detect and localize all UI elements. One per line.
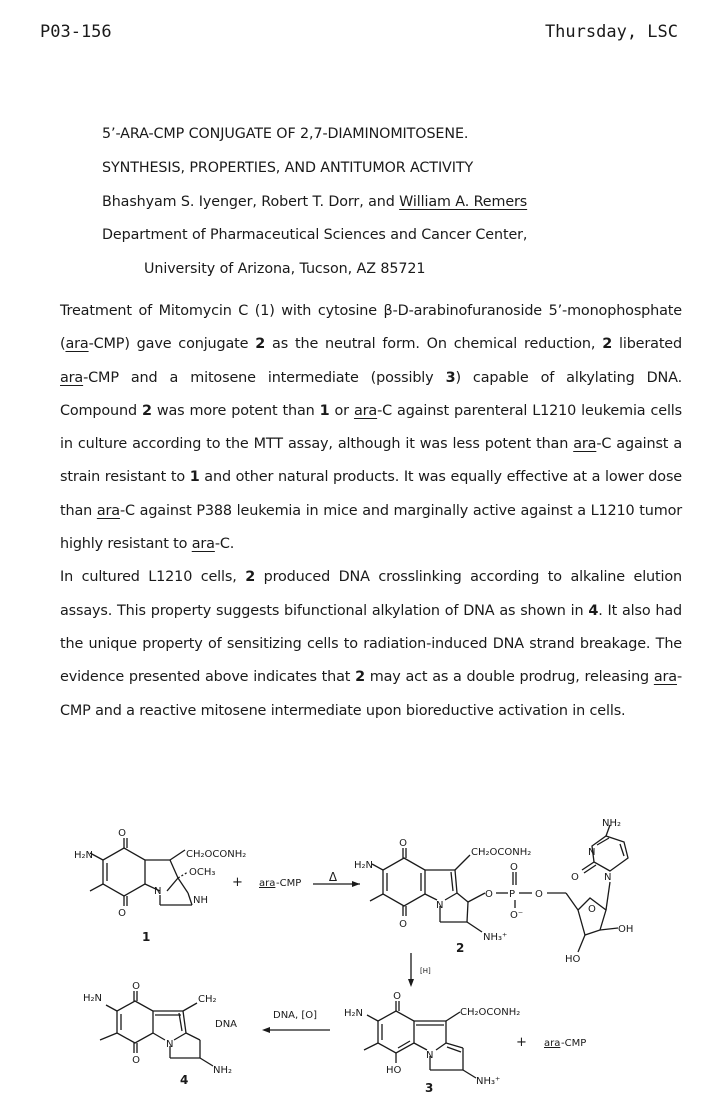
c2-p-ominus: O⁻ (510, 910, 524, 921)
affiliation-department: Department of Pharmaceutical Sciences and Cancer Center, (102, 227, 528, 244)
abstract-text-run: . It also had the unique property of sensitizing cells to radiation-induced DNA strand breakage. The evidence presented above indicates that (60, 602, 682, 686)
abstract-paragraph-1 (60, 295, 682, 561)
c2-o-link2: O (535, 889, 543, 900)
abstract-text-run: -C against parenteral L1210 leukemia cells in culture according to the MTT assay, although it was less potent than (60, 402, 682, 453)
title-line-1: 5’-ARA-CMP CONJUGATE OF 2,7-DIAMINOMITOSENE. (102, 126, 469, 142)
c2-h2n: H₂N (354, 860, 374, 871)
abstract-paragraph-2 (60, 561, 682, 727)
c3-o-top: O (393, 991, 401, 1002)
plus-sign-1: + (232, 875, 243, 890)
sugar-ho: HO (565, 954, 581, 965)
compound-ref: 3 (445, 369, 456, 386)
c2-nh3plus: NH₃⁺ (483, 932, 508, 943)
reagent-ara-2: ara (544, 1038, 561, 1049)
c2-ch2oconh2: CH₂OCONH₂ (471, 847, 532, 858)
cytosine-o: O (571, 872, 579, 883)
abstract-text-run: -C. (214, 536, 235, 553)
plus-sign-2: + (516, 1035, 527, 1050)
c1-h2n: H₂N (74, 850, 94, 861)
compound-3-label: 3 (425, 1081, 434, 1095)
c3-ho: HO (386, 1065, 402, 1076)
abstract-text-run: as the neutral form. On chemical reduction, (265, 336, 603, 353)
c2-p-o: O (510, 862, 518, 873)
title-block (102, 118, 527, 287)
compound-4-structure (100, 991, 213, 1066)
authors (102, 186, 527, 220)
abstract-text-run: -CMP) gave conjugate (88, 336, 256, 353)
c1-n: N (154, 886, 162, 897)
presenting-author: William A. Remers (399, 193, 528, 210)
c1-och3: OCH₃ (189, 867, 216, 878)
compound-4-label: 4 (180, 1073, 189, 1087)
oxidation-arrowhead (262, 1027, 270, 1033)
compound-ref: 2 (602, 336, 613, 353)
poster-id: P03-156 (40, 22, 112, 42)
oxidation-label: DNA, [O] (273, 1010, 318, 1021)
c2-o-link: O (485, 889, 493, 900)
reagent-cmp-2: -CMP (561, 1038, 587, 1049)
abstract-text-run: ) capable of alkylating DNA. Compound (60, 369, 682, 419)
abstract-body (60, 295, 682, 728)
reduction-arrowhead (408, 979, 414, 987)
compound-ref: 4 (588, 602, 599, 619)
affiliation-university: University of Arizona, Tucson, AZ 85721 (144, 261, 426, 278)
cytosine-nh2: NH₂ (602, 818, 622, 829)
heat-arrowhead (352, 881, 360, 887)
c4-o-top: O (132, 981, 140, 992)
compound-2-label: 2 (456, 941, 465, 955)
reagent-cmp-1: -CMP (276, 878, 302, 889)
ara-abbrev: ara (191, 536, 215, 553)
ara-abbrev: ara (653, 669, 677, 686)
sugar-oh: OH (618, 924, 634, 935)
c1-nh: NH (193, 895, 208, 906)
c4-n: N (166, 1039, 174, 1050)
abstract-text-run: -CMP and a mitosene intermediate (possibly (83, 369, 446, 386)
c4-nh2: NH₂ (213, 1065, 233, 1076)
c2-o-top: O (399, 838, 407, 849)
title-line-2: SYNTHESIS, PROPERTIES, AND ANTITUMOR ACTIVITY (102, 159, 474, 176)
session-label: Thursday, LSC (544, 22, 678, 42)
abstract-text-run: or (329, 402, 354, 419)
c4-dna: DNA (215, 1019, 238, 1030)
reagent-ara-1: ara (259, 878, 276, 889)
c1-o-top: O (118, 828, 126, 839)
reaction-scheme (0, 800, 704, 1102)
c1-ch2oconh2: CH₂OCONH₂ (186, 849, 247, 860)
ara-abbrev: ara (353, 402, 378, 419)
sugar-ring-o: O (588, 904, 596, 915)
abstract-text-run: liberated (612, 336, 682, 353)
c3-h2n: H₂N (344, 1008, 364, 1019)
c4-h2n: H₂N (83, 993, 103, 1004)
c2-p: P (509, 889, 516, 900)
c1-o-bottom: O (118, 908, 126, 919)
c4-o-bottom: O (132, 1055, 140, 1066)
compound-1-structure (90, 838, 192, 906)
abstract-text-run: -C against a strain resistant to (60, 436, 682, 486)
abstract-text-run: -CMP and a reactive mitosene intermediate upon bioreductive activation in cells. (60, 669, 683, 719)
cytosine-n3: N (588, 847, 596, 858)
compound-ref: 2 (355, 669, 365, 686)
compound-ref: 2 (245, 569, 256, 586)
c3-n: N (426, 1050, 434, 1061)
compound-ref: 2 (255, 336, 266, 353)
c3-ch2oconh2: CH₂OCONH₂ (460, 1007, 521, 1018)
abstract-text-run: may act as a double prodrug, releasing (364, 669, 654, 686)
c4-ch2: CH₂ (198, 994, 217, 1005)
abstract-text-run: and other natural products. It was equally effective at a lower dose than (60, 469, 682, 519)
abstract-text-run: In cultured L1210 cells, (60, 569, 246, 586)
reduction-label: [H] (420, 967, 431, 975)
ara-abbrev: ara (65, 336, 89, 353)
compound-ref: 1 (319, 402, 330, 419)
compound-ref: 1 (189, 469, 200, 486)
abstract-text-run: -C against P388 leukemia in mice and marginally active against a L1210 tumor highly resistant to (60, 502, 683, 553)
ara-abbrev: ara (96, 502, 120, 519)
cytosine-n1: N (604, 872, 612, 883)
c2-n: N (436, 900, 444, 911)
compound-ref: 2 (142, 402, 152, 419)
abstract-text-run: was more potent than (151, 402, 320, 419)
abstract-text-run: Treatment of Mitomycin C (1) with cytosine β-D-arabinofuranoside 5’-monophosphate ( (60, 303, 682, 353)
authors-list: Bhashyam S. Iyenger, Robert T. Dorr, and (102, 193, 400, 210)
abstract-text-run: produced DNA crosslinking according to alkaline elution assays. This property suggests bifunctional alkylation of DNA as shown in (60, 569, 682, 619)
ara-abbrev: ara (573, 436, 597, 453)
c2-o-bottom: O (399, 919, 407, 930)
heat-symbol: Δ (328, 870, 338, 884)
compound-1-label: 1 (142, 930, 151, 944)
ara-abbrev: ara (60, 369, 84, 386)
c3-nh3plus: NH₃⁺ (476, 1076, 501, 1087)
